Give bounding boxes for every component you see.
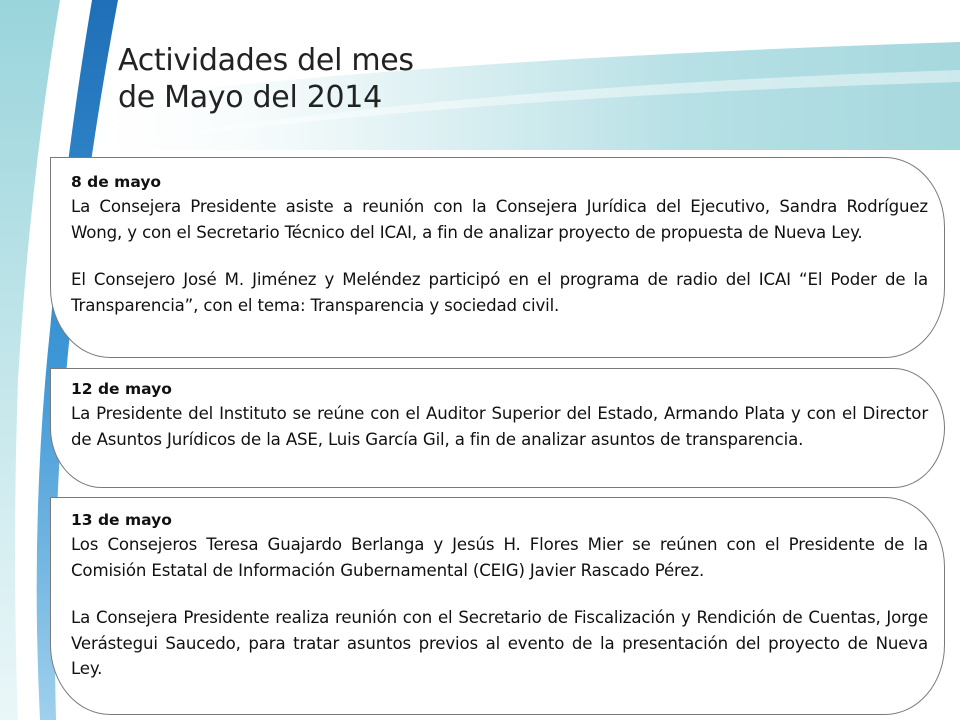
activity-card-12-mayo	[50, 368, 945, 488]
page-title	[118, 42, 414, 116]
title-line-2: de Mayo del 2014	[118, 80, 382, 115]
activity-text: La Consejera Presidente realiza reunión con el Secretario de Fiscalización y Rendición de Cuentas, Jorge Verástegui Saucedo, para tratar asuntos previos al evento de la presentación del proyecto de Nueva Ley.	[71, 608, 928, 678]
title-line-1: Actividades del mes	[118, 43, 414, 78]
activity-text: Los Consejeros Teresa Guajardo Berlanga y Jesús H. Flores Mier se reúnen con el Presidente de la Comisión Estatal de Información Gubernamental (CEIG) Javier Rascado Pérez.	[71, 535, 928, 580]
activity-card-13-mayo	[50, 497, 945, 715]
activity-date: 12 de mayo	[71, 380, 172, 398]
paragraph-gap	[71, 245, 928, 267]
activity-date: 8 de mayo	[71, 173, 162, 191]
activity-text: La Presidente del Instituto se reúne con el Auditor Superior del Estado, Armando Plata y con el Director de Asuntos Jurídicos de la ASE, Luis García Gil, a fin de analizar asuntos de transparencia.	[71, 404, 928, 449]
activity-text: La Consejera Presidente asiste a reunión con la Consejera Jurídica del Ejecutivo, Sandra Rodríguez Wong, y con el Secretario Técnico del ICAI, a fin de analizar proyecto de propuesta de Nueva Ley.	[71, 197, 928, 242]
paragraph-gap	[71, 583, 928, 605]
activity-text: El Consejero José M. Jiménez y Meléndez participó en el programa de radio del ICAI “El Poder de la Transparencia”, con el tema: Transparencia y sociedad civil.	[71, 270, 928, 315]
activity-date: 13 de mayo	[71, 511, 172, 529]
activity-card-8-mayo	[50, 157, 945, 358]
